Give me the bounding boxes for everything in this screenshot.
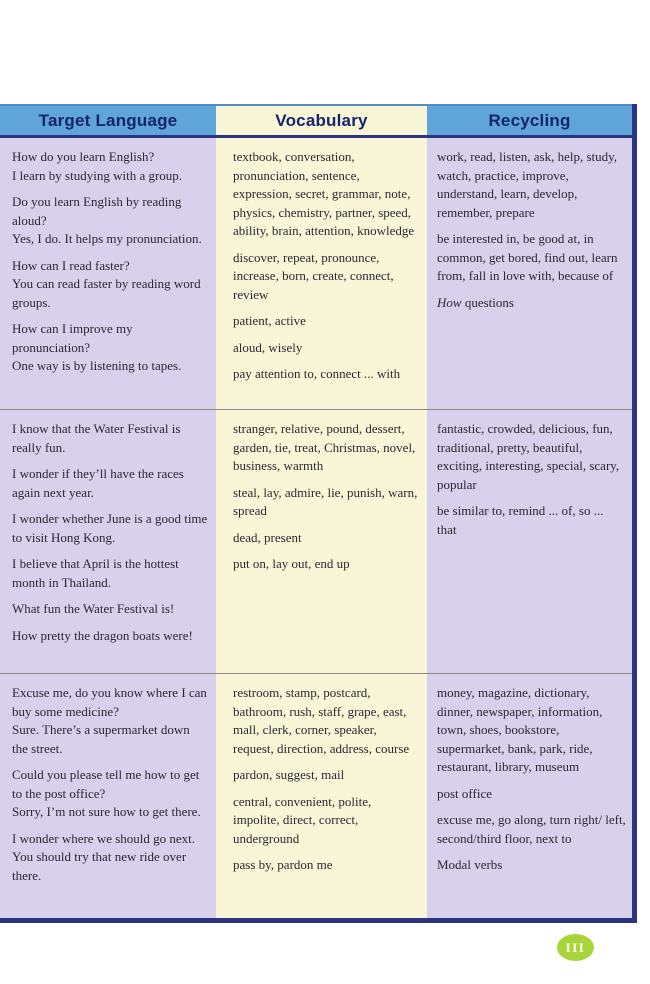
target-question: Could you please tell me how to get to the post office? [12,767,200,801]
vocab-group: textbook, conversation, pronunciation, sentence, expression, secret, grammar, note, physics, chemistry, partner, speed, ability, brain, attention, knowledge [233,149,415,238]
recycling-cell [427,138,632,409]
target-question: How can I read faster? [12,257,130,273]
target-sentence: How pretty the dragon boats were! [12,627,193,643]
dialogue-pair [12,257,208,313]
recycling-group [437,294,626,313]
recycling-group: be interested in, be good at, in common, get bored, find out, learn from, fall in love with, because of [437,231,618,283]
recycling-group: fantastic, crowded, delicious, fun, traditional, pretty, beautiful, exciting, interesting, special, scary, popular [437,421,620,492]
target-answer: One way is by listening to tapes. [12,358,182,373]
dialogue-pair [12,684,208,758]
target-language-cell [0,138,216,409]
target-sentence: I wonder whether June is a good time to visit Hong Kong. [12,511,208,545]
target-question: I wonder where we should go next. [12,830,196,846]
target-answer: Yes, I do. It helps my pronunciation. [12,231,202,246]
unit-section-1 [0,138,632,409]
recycling-cell [427,410,632,673]
vocabulary-cell [216,410,427,673]
page-number-badge: III [557,934,594,961]
recycling-group: work, read, listen, ask, help, study, watch, practice, improve, understand, learn, develop, remember, prepare [437,149,618,220]
header-target-language [0,106,216,135]
unit-section-3 [0,673,632,918]
target-answer: Sorry, I’m not sure how to get there. [12,804,201,819]
vocab-group: discover, repeat, pronounce, increase, born, create, connect, review [233,249,394,302]
vocabulary-cell [216,674,427,918]
target-language-cell [0,674,216,918]
unit-section-2 [0,409,632,673]
dialogue-pair [12,830,208,886]
vocab-group: restroom, stamp, postcard, bathroom, rush, staff, grape, east, mall, clerk, corner, speaker, request, direction, address, course [233,685,410,756]
target-question: Do you learn English by reading aloud? [12,194,182,228]
vocab-group: dead, present [233,529,302,545]
header-target-language-label: Target Language [38,110,178,130]
table-bottom-bar [0,918,637,923]
header-vocabulary-label: Vocabulary [275,110,368,130]
vocab-group: central, convenient, polite, impolite, direct, correct, underground [233,793,372,846]
target-answer: I learn by studying with a group. [12,167,183,183]
vocab-group: patient, active [233,313,306,328]
target-sentence: I know that the Water Festival is really fun. [12,421,181,455]
table-right-border [632,104,637,918]
target-question: Excuse me, do you know where I can buy some medicine? [12,685,207,719]
target-answer: Sure. There’s a supermarket down the street. [12,722,190,756]
header-recycling-label: Recycling [488,110,571,130]
target-language-cell [0,410,216,673]
syllabus-table [0,104,637,923]
vocab-group: put on, lay out, end up [233,556,350,571]
target-sentence: What fun the Water Festival is! [12,601,175,616]
target-answer: You can read faster by reading word groups. [12,276,201,310]
vocab-group: aloud, wisely [233,339,303,355]
header-vocabulary [216,106,427,135]
italic-keyword: How [437,294,462,310]
table-body [0,138,632,918]
vocab-group: pardon, suggest, mail [233,767,345,782]
header-recycling [427,106,632,135]
target-sentence: I believe that April is the hottest month in Thailand. [12,556,179,590]
target-question: How can I improve my pronunciation? [12,321,133,355]
recycling-group: money, magazine, dictionary, dinner, newspaper, information, town, shoes, bookstore, supermarket, bank, park, ride, restaurant, library, museum [437,685,603,774]
recycling-group: post office [437,785,492,801]
dialogue-pair [12,766,208,822]
vocab-group: pay attention to, connect ... with [233,366,401,381]
recycling-cell [427,674,632,918]
dialogue-pair [12,320,208,376]
target-answer: You should try that new ride over there. [12,849,187,883]
recycling-group: Modal verbs [437,857,503,872]
vocabulary-cell [216,138,427,409]
dialogue-pair [12,148,208,185]
table-header-row [0,104,632,135]
dialogue-pair [12,193,208,249]
target-sentence: I wonder if they’ll have the races again next year. [12,466,184,500]
vocab-group: steal, lay, admire, lie, punish, warn, spread [233,484,418,518]
vocab-group: stranger, relative, pound, dessert, garden, tie, treat, Christmas, novel, business, warmth [233,421,416,473]
target-question: How do you learn English? [12,149,155,164]
recycling-group: excuse me, go along, turn right/ left, second/third floor, next to [437,812,626,846]
vocab-group: pass by, pardon me [233,857,333,872]
recycling-group-rest: questions [464,294,514,310]
recycling-group: be similar to, remind ... of, so ... that [437,503,604,537]
